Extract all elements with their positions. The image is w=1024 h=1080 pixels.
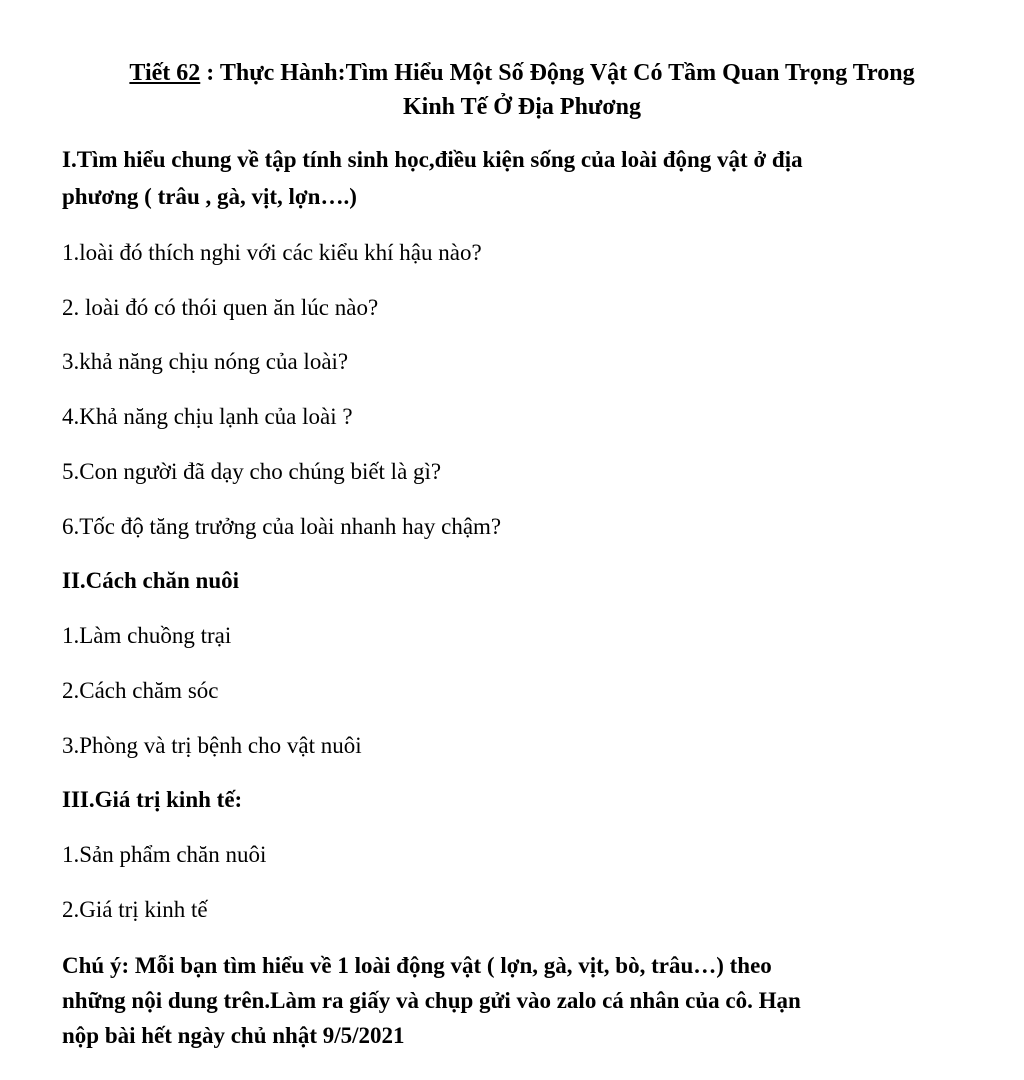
- lesson-number: Tiết 62: [129, 60, 201, 86]
- section-1-item-6: 6.Tốc độ tăng trưởng của loài nhanh hay chậm?: [62, 514, 502, 539]
- section-3-item-1: 1.Sản phẩm chăn nuôi: [62, 842, 267, 867]
- note-line-3: nộp bài hết ngày chủ nhật 9/5/2021: [62, 1023, 405, 1048]
- section-2-item-3: 3.Phòng và trị bệnh cho vật nuôi: [62, 733, 362, 758]
- title-line-2: Kinh Tế Ở Địa Phương: [403, 94, 641, 120]
- section-1-heading-line-1: I.Tìm hiểu chung về tập tính sinh học,điều kiện sống của loài động vật ở địa: [62, 147, 803, 172]
- section-1-item-1: 1.loài đó thích nghi với các kiểu khí hậu nào?: [62, 240, 482, 265]
- section-2-item-1: 1.Làm chuồng trại: [62, 623, 232, 648]
- section-2-item-2: 2.Cách chăm sóc: [62, 678, 219, 703]
- section-1-item-2: 2. loài đó có thói quen ăn lúc nào?: [62, 295, 379, 320]
- note-line-1: Chú ý: Mỗi bạn tìm hiểu về 1 loài động vật ( lợn, gà, vịt, bò, trâu…) theo: [62, 953, 772, 978]
- section-3-item-2: 2.Giá trị kinh tế: [62, 897, 208, 922]
- section-1-item-3: 3.khả năng chịu nóng của loài?: [62, 349, 349, 374]
- section-1-heading-line-2: phương ( trâu , gà, vịt, lợn….): [62, 184, 357, 209]
- note-line-2: những nội dung trên.Làm ra giấy và chụp gửi vào zalo cá nhân của cô. Hạn: [62, 988, 801, 1013]
- section-3-heading: III.Giá trị kinh tế:: [62, 787, 243, 812]
- section-2-heading: II.Cách chăn nuôi: [62, 568, 240, 593]
- page-title: [40, 56, 1004, 124]
- section-1-item-4: 4.Khả năng chịu lạnh của loài ?: [62, 404, 353, 429]
- title-line-1: : Thực Hành:Tìm Hiểu Một Số Động Vật Có Tầm Quan Trọng Trong: [200, 60, 915, 86]
- section-1-item-5: 5.Con người đã dạy cho chúng biết là gì?: [62, 459, 442, 484]
